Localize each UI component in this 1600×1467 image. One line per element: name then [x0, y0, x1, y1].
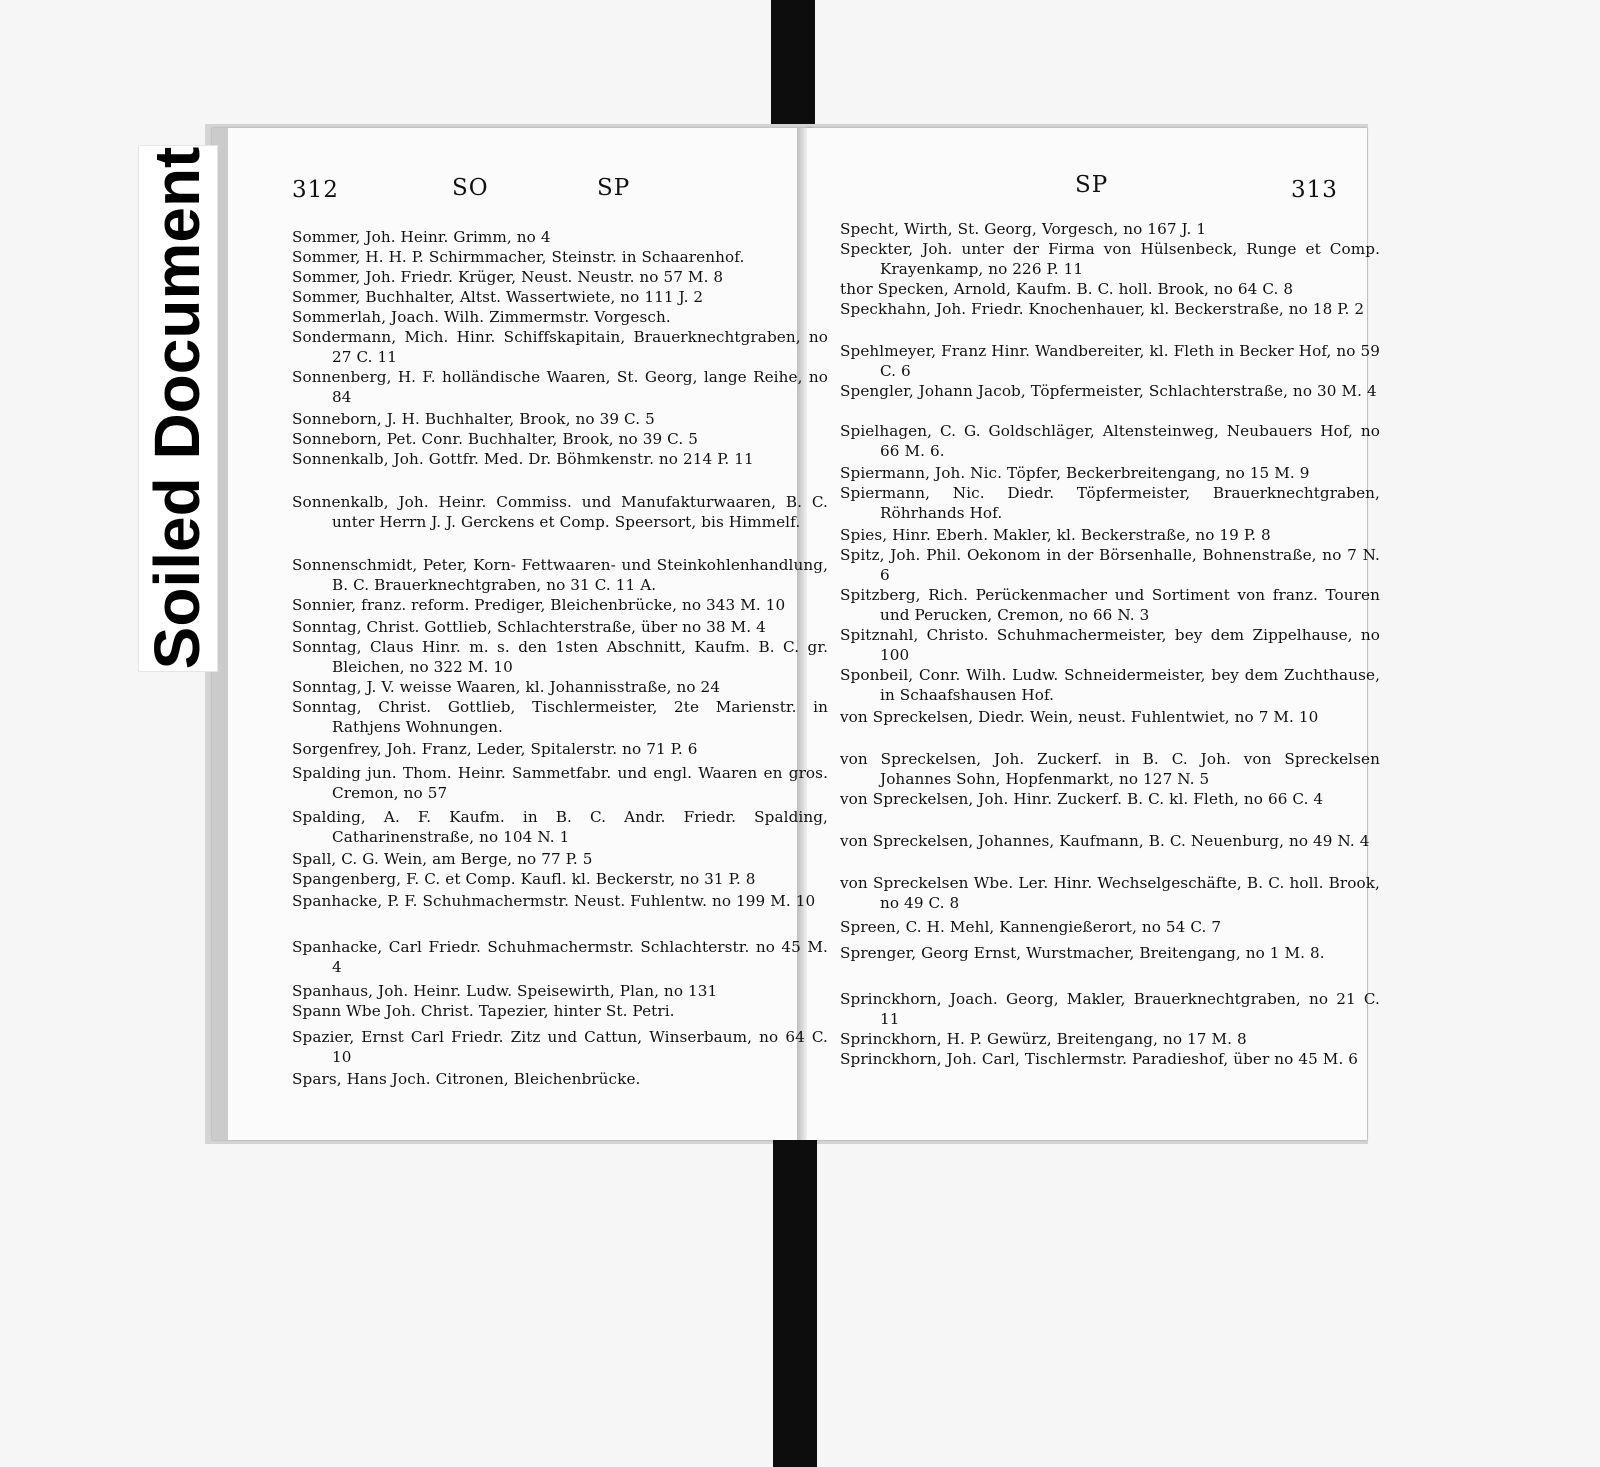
directory-entry: Sonneborn, Pet. Conr. Buchhalter, Brook, no 39 C. 5 [292, 430, 698, 448]
directory-entry: Sonntag, Christ. Gottlieb, Schlachterstraße, über no 38 M. 4 [292, 618, 766, 636]
directory-entry: Spitzberg, Rich. Perückenmacher und Sortiment von franz. Touren und Perucken, Cremon, no 66 N. 3 [840, 586, 1380, 625]
directory-entry: Sondermann, Mich. Hinr. Schiffskapitain, Brauerknechtgraben, no 27 C. 11 [292, 328, 828, 367]
directory-entry: Spazier, Ernst Carl Friedr. Zitz und Cattun, Winserbaum, no 64 C. 10 [292, 1028, 828, 1067]
directory-entry: Sonneborn, J. H. Buchhalter, Brook, no 39 C. 5 [292, 410, 655, 428]
directory-entry: Sommer, Buchhalter, Altst. Wassertwiete, no 111 J. 2 [292, 288, 704, 306]
directory-entry: thor Specken, Arnold, Kaufm. B. C. holl. Brook, no 64 C. 8 [840, 280, 1294, 298]
directory-entry: Sommer, H. H. P. Schirmmacher, Steinstr. in Schaarenhof. [292, 248, 745, 266]
directory-entry: Spreen, C. H. Mehl, Kannengießerort, no 54 C. 7 [840, 918, 1222, 936]
binding-strip-top [771, 0, 815, 132]
directory-entry: Spitz, Joh. Phil. Oekonom in der Börsenhalle, Bohnenstraße, no 7 N. 6 [840, 546, 1380, 585]
directory-entry: Spengler, Johann Jacob, Töpfermeister, Schlachterstraße, no 30 M. 4 [840, 382, 1377, 400]
directory-entry: von Spreckelsen Wbe. Ler. Hinr. Wechselgeschäfte, B. C. holl. Brook, no 49 C. 8 [840, 874, 1380, 913]
binding-strip-bottom [773, 1140, 817, 1467]
directory-entry: Sommer, Joh. Heinr. Grimm, no 4 [292, 228, 551, 246]
directory-entry: von Spreckelsen, Joh. Zuckerf. in B. C. Joh. von Spreckelsen Johannes Sohn, Hopfenmarkt, no 127 N. 5 [840, 750, 1380, 789]
directory-entry: von Spreckelsen, Johannes, Kaufmann, B. C. Neuenburg, no 49 N. 4 [840, 832, 1370, 850]
directory-entry: Sonnenberg, H. F. holländische Waaren, St. Georg, lange Reihe, no 84 [292, 368, 828, 407]
directory-entry: Specht, Wirth, St. Georg, Vorgesch, no 167 J. 1 [840, 220, 1207, 238]
directory-entry: Sonntag, J. V. weisse Waaren, kl. Johannisstraße, no 24 [292, 678, 721, 696]
directory-entry: Spies, Hinr. Eberh. Makler, kl. Beckerstraße, no 19 P. 8 [840, 526, 1271, 544]
directory-entry: Sprinckhorn, Joh. Carl, Tischlermstr. Paradieshof, über no 45 M. 6 [840, 1050, 1359, 1068]
directory-entry: von Spreckelsen, Joh. Hinr. Zuckerf. B. C. kl. Fleth, no 66 C. 4 [840, 790, 1324, 808]
directory-entry: Spiermann, Nic. Diedr. Töpfermeister, Brauerknechtgraben, Röhrhands Hof. [840, 484, 1380, 523]
directory-entry: Spalding, A. F. Kaufm. in B. C. Andr. Friedr. Spalding, Catharinenstraße, no 104 N. 1 [292, 808, 828, 847]
directory-entry: Spangenberg, F. C. et Comp. Kaufl. kl. Beckerstr, no 31 P. 8 [292, 870, 756, 888]
directory-entry: Sonnenschmidt, Peter, Korn- Fettwaaren- und Steinkohlenhandlung, B. C. Brauerknechtgraben, no 31 C. 11 A. [292, 556, 828, 595]
directory-entry: Sommerlah, Joach. Wilh. Zimmermstr. Vorgesch. [292, 308, 671, 326]
left-header-so: SO [452, 175, 489, 201]
directory-entry: Spehlmeyer, Franz Hinr. Wandbereiter, kl. Fleth in Becker Hof, no 59 C. 6 [840, 342, 1380, 381]
directory-entry: von Spreckelsen, Diedr. Wein, neust. Fuhlentwiet, no 7 M. 10 [840, 708, 1319, 726]
directory-entry: Sonntag, Claus Hinr. m. s. den 1sten Abschnitt, Kaufm. B. C. gr. Bleichen, no 322 M. 10 [292, 638, 828, 677]
left-page-number: 312 [292, 177, 339, 203]
left-header-sp: SP [597, 175, 631, 201]
directory-entry: Spanhacke, Carl Friedr. Schuhmachermstr. Schlachterstr. no 45 M. 4 [292, 938, 828, 977]
side-label: Soiled Document [141, 146, 213, 670]
directory-entry: Spall, C. G. Wein, am Berge, no 77 P. 5 [292, 850, 593, 868]
directory-entry: Sonntag, Christ. Gottlieb, Tischlermeister, 2te Marienstr. in Rathjens Wohnungen. [292, 698, 828, 737]
directory-entry: Sorgenfrey, Joh. Franz, Leder, Spitalerstr. no 71 P. 6 [292, 740, 698, 758]
directory-entry: Speckter, Joh. unter der Firma von Hülsenbeck, Runge et Comp. Krayenkamp, no 226 P. 11 [840, 240, 1380, 279]
directory-entry: Spiermann, Joh. Nic. Töpfer, Beckerbreitengang, no 15 M. 9 [840, 464, 1310, 482]
directory-entry: Spielhagen, C. G. Goldschläger, Altensteinweg, Neubauers Hof, no 66 M. 6. [840, 422, 1380, 461]
directory-entry: Spanhacke, P. F. Schuhmachermstr. Neust. Fuhlentw. no 199 M. 10 [292, 892, 816, 910]
directory-entry: Sprinckhorn, Joach. Georg, Makler, Brauerknechtgraben, no 21 C. 11 [840, 990, 1380, 1029]
directory-entry: Sonnenkalb, Joh. Gottfr. Med. Dr. Böhmkenstr. no 214 P. 11 [292, 450, 754, 468]
directory-entry: Spalding jun. Thom. Heinr. Sammetfabr. und engl. Waaren en gros. Cremon, no 57 [292, 764, 828, 803]
directory-entry: Spanhaus, Joh. Heinr. Ludw. Speisewirth, Plan, no 131 [292, 982, 718, 1000]
directory-entry: Sponbeil, Conr. Wilh. Ludw. Schneidermeister, bey dem Zuchthause, in Schaafshausen Hof. [840, 666, 1380, 705]
right-header-sp: SP [1075, 172, 1109, 198]
directory-entry: Sprenger, Georg Ernst, Wurstmacher, Breitengang, no 1 M. 8. [840, 944, 1325, 962]
directory-entry: Sommer, Joh. Friedr. Krüger, Neust. Neustr. no 57 M. 8 [292, 268, 724, 286]
directory-entry: Sprinckhorn, H. P. Gewürz, Breitengang, no 17 M. 8 [840, 1030, 1247, 1048]
directory-entry: Sonnier, franz. reform. Prediger, Bleichenbrücke, no 343 M. 10 [292, 596, 786, 614]
directory-entry: Spann Wbe Joh. Christ. Tapezier, hinter St. Petri. [292, 1002, 675, 1020]
right-page-number: 313 [1291, 177, 1338, 203]
directory-entry: Spitznahl, Christo. Schuhmachermeister, bey dem Zippelhause, no 100 [840, 626, 1380, 665]
directory-entry: Speckhahn, Joh. Friedr. Knochenhauer, kl. Beckerstraße, no 18 P. 2 [840, 300, 1365, 318]
directory-entry: Sonnenkalb, Joh. Heinr. Commiss. und Manufakturwaaren, B. C. unter Herrn J. J. Gerckens et Comp. Speersort, bis Himmelf. [292, 493, 828, 532]
directory-entry: Spars, Hans Joch. Citronen, Bleichenbrücke. [292, 1070, 641, 1088]
